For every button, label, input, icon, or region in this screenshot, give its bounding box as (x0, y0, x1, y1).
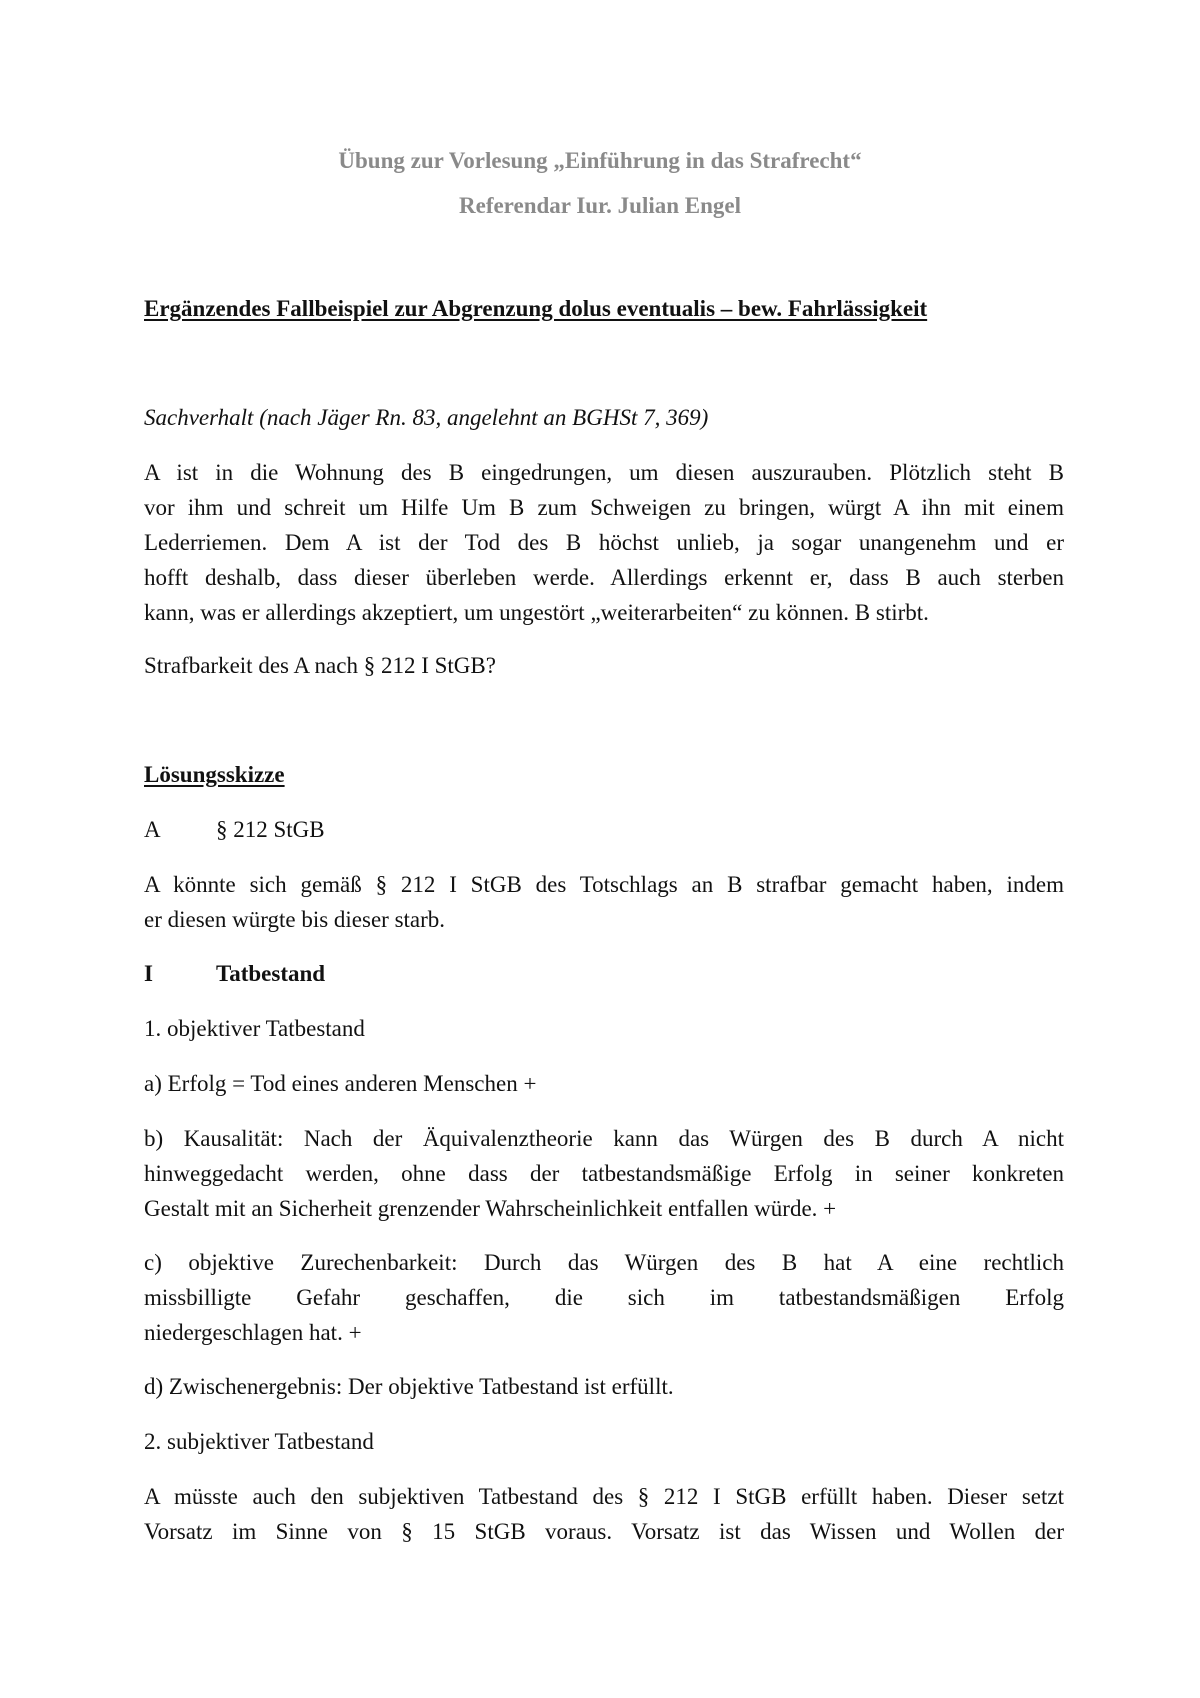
item-d: d) Zwischenergebnis: Der objektive Tatbestand ist erfüllt. (144, 1374, 674, 1399)
section-i-label: I (144, 961, 153, 986)
course-header-line: Übung zur Vorlesung „Einführung in das Strafrecht“ (338, 148, 862, 173)
intro-line: er diesen würgte bis dieser starb. (144, 907, 446, 932)
item-c-line: c) objektive Zurechenbarkeit: Durch das Würgen des B hat A eine rechtlich (144, 1250, 1064, 1275)
item-b-paragraph (144, 1121, 1064, 1226)
solution-intro-paragraph (144, 867, 1064, 937)
facts-line: A ist in die Wohnung des B eingedrungen, um diesen auszurauben. Plötzlich steht B (144, 460, 1064, 485)
section-i-text: Tatbestand (216, 961, 326, 986)
facts-heading: Sachverhalt (nach Jäger Rn. 83, angelehnt an BGHSt 7, 369) (144, 405, 709, 430)
section-a-label: A (144, 817, 161, 842)
item-c-line: niedergeschlagen hat. + (144, 1320, 362, 1345)
facts-line: Lederriemen. Dem A ist der Tod des B höchst unlieb, ja sogar unangenehm und er (144, 530, 1064, 555)
instructor-header-line: Referendar Iur. Julian Engel (459, 193, 741, 218)
facts-line: hofft deshalb, dass dieser überleben werde. Allerdings erkennt er, dass B auch sterben (144, 565, 1064, 590)
item-b-line: hinweggedacht werden, ohne dass der tatbestandsmäßige Erfolg in seiner konkreten (144, 1161, 1064, 1186)
item-c-line: missbilligte Gefahr geschaffen, die sich im tatbestandsmäßigen Erfolg (144, 1285, 1064, 1310)
intro-line: A könnte sich gemäß § 212 I StGB des Totschlags an B strafbar gemacht haben, indem (144, 872, 1064, 897)
document-title: Ergänzendes Fallbeispiel zur Abgrenzung dolus eventualis – bew. Fahrlässigkeit (144, 296, 928, 321)
item-b-line: b) Kausalität: Nach der Äquivalenztheorie kann das Würgen des B durch A nicht (144, 1126, 1064, 1151)
item-c-paragraph (144, 1245, 1064, 1350)
item-a: a) Erfolg = Tod eines anderen Menschen + (144, 1071, 537, 1096)
subjective-paragraph (144, 1479, 1064, 1549)
facts-line: kann, was er allerdings akzeptiert, um ungestört „weiterarbeiten“ zu können. B stirbt. (144, 600, 929, 625)
facts-paragraph (144, 455, 1064, 630)
subjective-line: Vorsatz im Sinne von § 15 StGB voraus. Vorsatz ist das Wissen und Wollen der (144, 1519, 1064, 1544)
section-a-text: § 212 StGB (216, 817, 325, 842)
facts-line: vor ihm und schreit um Hilfe Um B zum Schweigen zu bringen, würgt A ihn mit einem (144, 495, 1064, 520)
subjective-heading: 2. subjektiver Tatbestand (144, 1429, 374, 1454)
solution-heading: Lösungsskizze (144, 762, 285, 787)
case-question: Strafbarkeit des A nach § 212 I StGB? (144, 653, 496, 678)
item-b-line: Gestalt mit an Sicherheit grenzender Wahrscheinlichkeit entfallen würde. + (144, 1196, 837, 1221)
subjective-line: A müsste auch den subjektiven Tatbestand des § 212 I StGB erfüllt haben. Dieser setzt (144, 1484, 1064, 1509)
objective-heading: 1. objektiver Tatbestand (144, 1016, 365, 1041)
